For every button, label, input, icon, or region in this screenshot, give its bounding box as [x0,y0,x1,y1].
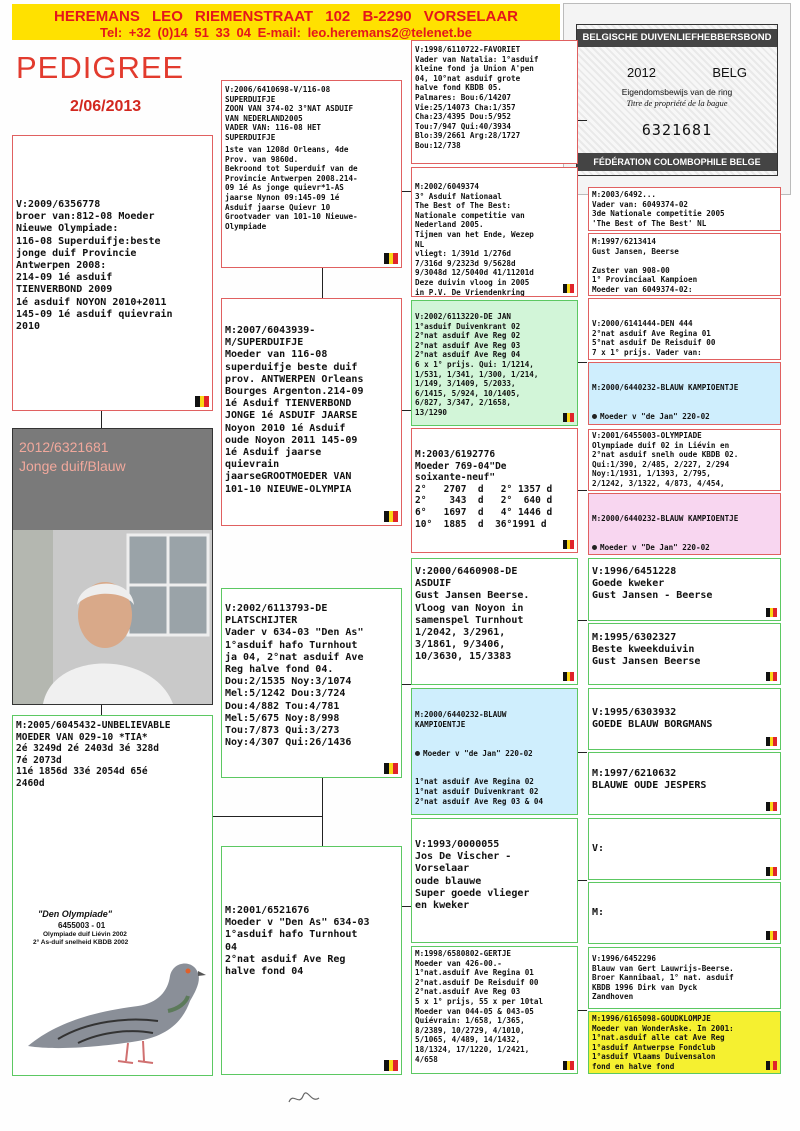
pigeon-caption-ring: 6455003 - 01 [58,921,106,930]
g4-box-e [588,429,781,491]
connector [578,880,587,881]
pigeon-caption-name: "Den Olympiade" [38,909,113,919]
pigeon-caption-title: Olympiade duif Liévin 2002 [43,931,127,938]
stamp-year: 2012 [627,65,656,80]
g4-bullet-f1: Moeder v "De Jan" 220-02 [592,543,777,553]
g4-box-k [588,818,781,880]
belgian-flag-icon [384,511,398,522]
pigeon-icon [18,951,208,1071]
granddam-paternal-text: M:2007/6043939- M/SUPERDUIFJE Moeder van 116-08 superduifje beste duif prov. ANTWERPEN Orleans Bourges Argenton.214-09 1é Asduif TIENVERBOND JONGE 1é ASDUIF JAARSE Noyon 2010 1é Asduif oude Noyon 2011 145-09 1é Asduif jaarse quievrain jaarseGROOTMOEDER VAN 101-10 NIEUWE-OLYMPIA [225,325,364,495]
g4-box-i [588,688,781,750]
initials-mark-icon [285,1088,325,1110]
breeder-contact: Tel: +32 (0)14 51 33 04 E-mail: leo.heremans2@telenet.be [100,25,472,40]
g4-content-d [592,364,777,425]
dam-text: M:2005/6045432-UNBELIEVABLE MOEDER VAN 029-10 *TIA* 2é 3249d 2é 2403d 3é 328d 7é 2073d 11é 1856d 33é 2054d 65é 2460d [16,720,171,789]
grandsire-paternal-head: V:2006/6410698-V/116-08 SUPERDUIFJE ZOON VAN 374-02 3°NAT ASDUIF VAN NEDERLAND2005 VADER VAN: 116-08 HET SUPERDUIFJE [225,85,354,142]
g4-box-g [588,558,781,621]
ggs-3-box [411,558,578,685]
granddam-paternal-box [221,298,402,526]
connector [402,191,411,192]
belgian-flag-icon [766,737,777,746]
g4-box-d [588,362,781,425]
g4-text-g: V:1996/6451228 Goede kweker Gust Jansen - Beerse [592,566,713,602]
breeder-address: HEREMANS LEO RIEMENSTRAAT 102 B-2290 VORSELAAR [54,8,518,25]
connector [578,362,587,363]
g4-head-d: M:2000/6440232-BLAUW KAMPIOENTJE [592,383,739,393]
connector [402,684,411,685]
belgian-flag-icon [384,253,398,264]
g4-box-f [588,493,781,555]
g4-bullet-d1: Moeder v "de Jan" 220-02 [592,412,777,422]
pedigree-date: 2/06/2013 [70,98,142,115]
stamp-header: BELGISCHE DUIVENLIEFHEBBERSBOND [577,29,777,47]
g4-box-a [588,187,781,231]
ggd-3-content [415,691,574,815]
belgian-flag-icon [766,672,777,681]
breeder-portrait-icon [13,530,212,704]
sire-text: V:2009/6356778 broer van:812-08 Moeder Nieuwe Olympiade: 116-08 Superduifje:beste jonge duif Provincie Antwerpen 2008: 214-09 1é asduif TIENVERBOND 2009 1é asduif NOYON 2010+2011 145-09 1é asduif quievrain 2010 [16,199,173,333]
g4-text-h: M:1995/6302327 Beste kweekduivin Gust Jansen Beerse [592,632,701,668]
belgian-flag-icon [766,1061,777,1070]
g4-text-m: V:1996/6452296 Blauw van Gert Lauwrijs-Beerse. Broer Kannibaal, 1° nat. asduif KBDB 1996 Dirk van Dyck Zandhoven [592,954,734,1002]
stamp-footer: FÉDÉRATION COLOMBOPHILE BELGE [577,153,777,171]
g4-content-c [592,300,777,360]
belgian-flag-icon [766,608,777,617]
stamp-line-nl: Eigendomsbewijs van de ring [621,87,733,97]
grandsire-maternal-box [221,588,402,778]
g4-text-b: M:1997/6213414 Gust Jansen, Beerse Zuster van 908-00 1° Provinciaal Kampioen Moeder van 6049374-02: [592,237,698,294]
ggs-1-box [411,40,578,164]
connector [402,906,411,907]
connector [402,410,411,411]
connector [578,752,587,753]
connector [212,816,322,817]
belgian-flag-icon [766,802,777,811]
dam-box [12,715,213,1076]
g4-text-i: V:1995/6303932 GOEDE BLAUW BORGMANS [592,707,713,731]
ggd-4-text: M:1998/6580802-GERTJE Moeder van 426-00.- 1°nat.asduif Ave Regina 01 2°nat.asduif De Reisduif 00 2°nat.asduif Ave Reg 03 5 x 1° prijs, 55 x per 10tal Moeder van 044-05 & 043-05 Quiévrain: 1/658, 1/365, 8/2389, 10/2729, 4/1010, 5/1065, 4/489, 14/1432, 18/1324, 17/1220, 1/2421, 4/658 [415,949,544,1064]
belgian-flag-icon [384,763,398,774]
g4-text-l: M: [592,907,605,918]
granddam-maternal-text: M:2001/6521676 Moeder v "Den As" 634-03 1°asduif hafo Turnhout 04 2°nat asduif Ave Reg halve fond 04 [225,905,370,978]
subject-color: Jonge duif/Blauw [19,458,126,474]
connector [578,490,587,491]
connector [578,1010,587,1011]
grandsire-paternal-body: 1ste van 1208d Orleans, 4de Prov. van 9860d. Bekroond tot Superduif van de Provincie Antwerpen 2008.214- 09 1é As jonge quievr*1-AS jaarse Nynon 09:145-09 1é Asduif jaarse Quievr 10 Grootvader van 101-10 Nieuwe- Olympiade [225,145,358,231]
ggs-2-box [411,300,578,426]
g4-box-j [588,752,781,815]
header-banner [12,4,560,40]
belgian-flag-icon [563,413,574,422]
ggd-2-text: M:2003/6192776 Moeder 769-04"De soixante-neuf" 2° 2707 d 2° 1357 d 2° 343 d 2° 640 d 6° 1697 d 4° 1446 d 10° 1885 d 36°1991 d [415,449,553,530]
ggd-3-box [411,688,578,815]
stamp-line-fr: Titre de propriété de la bague [626,98,728,108]
grandsire-maternal-text: V:2002/6113793-DE PLATSCHIJTER Vader v 634-03 "Den As" 1°asduif hafo Turnhout ja 04, 2°nat asduif Ave Reg halve fond 04. Dou:2/1535 Noy:3/1074 Mel:5/1242 Dou:3/724 Dou:4/882 Tou:4/781 Mel:5/675 Noy:8/998 Tou:7/873 Qui:3/273 Noy:4/307 Qui:26/1436 [225,603,364,749]
sire-box [12,135,213,411]
ggs-4-box [411,818,578,943]
ggd-1-box [411,167,578,297]
connector [578,620,587,621]
g4-box-h [588,623,781,685]
g4-content-f [592,495,777,555]
photo-caption [13,429,212,530]
g4-text-n: M:1996/6165098-GOUDKLOMPJE Moeder van WonderAske. In 2001: 1°nat.asduif alle cat Ave Reg 1°asduif Antwerpse Fondclub 1°asduif Vlaams Duivensalon fond en halve fond [592,1014,734,1071]
belgian-flag-icon [195,396,209,407]
grandsire-paternal-box [221,80,402,268]
ggd-4-box [411,946,578,1074]
stamp-ring-number: 6321681 [641,121,713,139]
g4-text-k: V: [592,843,605,854]
page-title: PEDIGREE [16,50,185,85]
ggd-3-bullet-1: Moeder v "de Jan" 220-02 [415,749,574,759]
ggs-1-text: V:1998/6110722-FAVORIET Vader van Natalia: 1°asduif kleine fond ja Union A'pen 04, 10°nat asduif grote halve fond KBDB 05. Palmares: Bou:6/14207 Vie:25/14073 Cha:1/357 Cha:23/4395 Dou:5/952 Tou:7/947 Qui:40/3934 Blo:39/2661 Arg:28/1727 Bou:12/738 [415,45,539,150]
g4-text-a: M:2003/6492... Vader van: 6049374-02 3de Nationale competitie 2005 'The Best of The Best' NL [592,190,725,228]
g4-box-l [588,882,781,944]
connector [322,268,323,298]
belgian-flag-icon [563,1061,574,1070]
g4-text-j: M:1997/6210632 BLAUWE OUDE JESPERS [592,768,707,792]
belgian-flag-icon [563,284,574,293]
g4-box-n [588,1011,781,1074]
g4-head-f: M:2000/6440232-BLAUW KAMPIOENTJE [592,514,739,524]
subject-photo [12,428,213,705]
belgian-flag-icon [766,867,777,876]
g4-text-e: V:2001/6455003-OLYMPIADE Olympiade duif 02 in Liévin en 2°nat asduif snelh oude KBDB 02. Qui:1/390, 2/485, 2/227, 2/294 Noy:1/1931, 1/1393, 2/795, 2/1242, 3/1322, 4/873, 4/454, [592,431,739,488]
ggd-1-text: M:2002/6049374 3° Asduif Nationaal The Best of The Best: Nationale competitie van Nederland 2005. Tijmen van het Ende, Wezep NL vliegt: 1/391d 1/276d 7/316d 9/2323d 9/5628d 9/3048d 12/5040d 41/11201d Deze duivin vloog in 2005 in P.V. De Vriendenkring [415,182,534,297]
ggs-2-text: V:2002/6113220-DE JAN 1°asduif Duivenkrant 02 2°nat asduif Ave Reg 02 2°nat asduif Ave Reg 03 2°nat asduif Ave Reg 04 6 x 1° prijs. Qui: 1/1214, 1/531, 1/341, 1/300, 1/214, 1/149, 3/1409, 5/2033, 6/1415, 5/924, 10/1405, 6/827, 3/347, 2/1658, 13/1290 [415,312,539,417]
g4-box-m [588,947,781,1009]
belgian-flag-icon [563,672,574,681]
connector [578,120,587,121]
g4-text-c: V:2000/6141444-DEN 444 2°nat asduif Ave Regina 01 5°nat asduif De Reisduif 00 7 x 1° prijs. Vader van: [592,319,716,357]
ggs-4-text: V:1993/0000055 Jos De Vischer - Vorselaar oude blauwe Super goede vlieger en kweker [415,839,530,912]
g4-box-b [588,233,781,296]
belgian-flag-icon [766,931,777,940]
belgian-flag-icon [563,540,574,549]
g4-box-c [588,298,781,360]
ggd-2-box [411,428,578,553]
stamp-country: BELG [712,65,747,80]
ring-ownership-card [563,3,791,195]
granddam-maternal-box [221,846,402,1075]
ggd-3-mid: 1°nat asduif Ave Regina 02 1°nat asduif Duivenkrant 02 2°nat asduif Ave Reg 03 & 04 [415,777,544,806]
connector [101,410,102,428]
ggs-3-text: V:2000/6460908-DE ASDUIF Gust Jansen Beerse. Vloog van Noyon in samenspel Turnhout 1/2042, 3/2961, 3/1861, 9/3406, 10/3630, 15/3383 [415,566,530,663]
pigeon-caption-result: 2° As-duif snelheid KBDB 2002 [33,939,129,946]
subject-ring: 2012/6321681 [19,439,109,455]
belgian-flag-icon [384,1060,398,1071]
ggd-3-head: M:2000/6440232-BLAUW KAMPIOENTJE [415,710,507,729]
